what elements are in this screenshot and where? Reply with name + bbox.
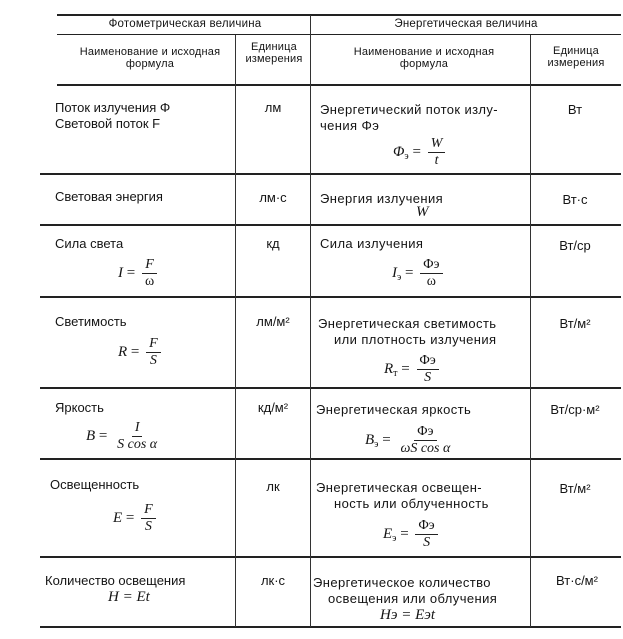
row7-energy-name-2: освещения или облучения (328, 591, 498, 606)
header-photo-unit: Единица измерения (245, 41, 303, 65)
row4-photo-formula: R = $\frac{F}{S}$ (118, 336, 161, 369)
row4-energy-formula: $R_т$ = $\frac{\Phi э}{S}$ (384, 353, 439, 386)
row4-photo-name: Светимость (55, 314, 127, 329)
rule-row-3 (40, 296, 621, 298)
header-energy-unit: Единица измерения (547, 45, 605, 69)
row3-energy-formula: $I_э$ = $\frac{\Phi э}{\omega}$ (392, 257, 443, 290)
row6-energy-formula: $E_э$ = $\frac{\Phi э}{S}$ (383, 518, 438, 551)
row1-energy-unit: Вт (567, 102, 583, 117)
row5-energy-name: Энергетическая яркость (316, 402, 472, 417)
row7-photo-formula: H = Et (108, 589, 150, 605)
row3-photo-unit: кд (266, 236, 280, 251)
row5-energy-unit: Вт/ср·м² (550, 402, 600, 417)
row1-photo-name-2: Световой поток F (55, 116, 161, 131)
row6-photo-name: Освещенность (50, 477, 140, 492)
rule-top (57, 14, 621, 16)
header-energy-name: Наименование и исходная формула (353, 46, 495, 70)
row5-photo-unit: кд/м² (257, 400, 289, 415)
row6-photo-unit: лк (266, 479, 280, 494)
row7-energy-unit: Вт·с/м² (556, 573, 598, 588)
row2-photo-name: Световая энергия (55, 189, 163, 204)
row5-photo-name: Яркость (55, 400, 104, 415)
row4-photo-unit: лм/м² (256, 314, 290, 329)
row3-energy-unit: Вт/ср (559, 238, 591, 253)
row4-energy-name-2: или плотность излучения (334, 332, 497, 347)
rule-col-photo-unit (235, 35, 236, 627)
row1-photo-unit: лм (264, 100, 282, 115)
row2-energy-unit: Вт·с (562, 192, 588, 207)
row5-photo-formula: B = $\frac{I}{\text{S cos α}}$ (86, 420, 158, 452)
row1-energy-name-1: Энергетический поток излу- (320, 102, 498, 117)
row1-photo-name-1: Поток излучения Φ (55, 100, 171, 115)
row4-energy-name-1: Энергетическая светимость (318, 316, 497, 331)
row7-energy-formula: Hэ = Eэt (380, 607, 436, 623)
rule-header-split (57, 34, 621, 35)
row7-photo-name: Количество освещения (45, 573, 186, 588)
row1-energy-name-2: чения Φэ (320, 118, 380, 133)
row5-energy-formula: $B_э$ = $\frac{\Phi э}{\text{ωS cos α}}$ (365, 424, 451, 456)
row4-energy-unit: Вт/м² (559, 316, 591, 331)
rule-col-energy-unit (530, 35, 531, 627)
row1-energy-formula: $\Phi_э$ = $\frac{W}{t}$ (393, 136, 445, 169)
row6-energy-name-1: Энергетическая освещен- (316, 480, 483, 495)
rule-row-1 (40, 173, 621, 175)
row6-energy-unit: Вт/м² (559, 481, 591, 496)
header-photometric: Фотометрическая величина (108, 18, 262, 30)
rule-bottom (40, 626, 621, 628)
row6-photo-formula: E = $\frac{F}{S}$ (113, 502, 156, 535)
header-photo-name: Наименование и исходная формула (79, 46, 221, 70)
rule-col-energy (310, 15, 311, 627)
row2-energy-name-2: W (416, 204, 429, 220)
row2-photo-unit: лм·с (259, 190, 287, 205)
rule-header-bottom (57, 84, 621, 86)
row2-energy-name-1: Энергия излучения (320, 191, 444, 206)
row6-energy-name-2: ность или облученность (334, 496, 489, 511)
row3-photo-formula: I = $\frac{F}{\omega}$ (118, 257, 157, 290)
rule-row-2 (40, 224, 621, 226)
row7-energy-name-1: Энергетическое количество (313, 575, 491, 590)
row3-energy-name: Сила излучения (320, 236, 424, 251)
rule-row-4 (40, 387, 621, 389)
rule-row-5 (40, 458, 621, 460)
rule-row-6 (40, 556, 621, 558)
header-energetic: Энергетическая величина (394, 18, 538, 30)
row7-photo-unit: лк·с (260, 573, 286, 588)
row3-photo-name: Сила света (55, 236, 124, 251)
